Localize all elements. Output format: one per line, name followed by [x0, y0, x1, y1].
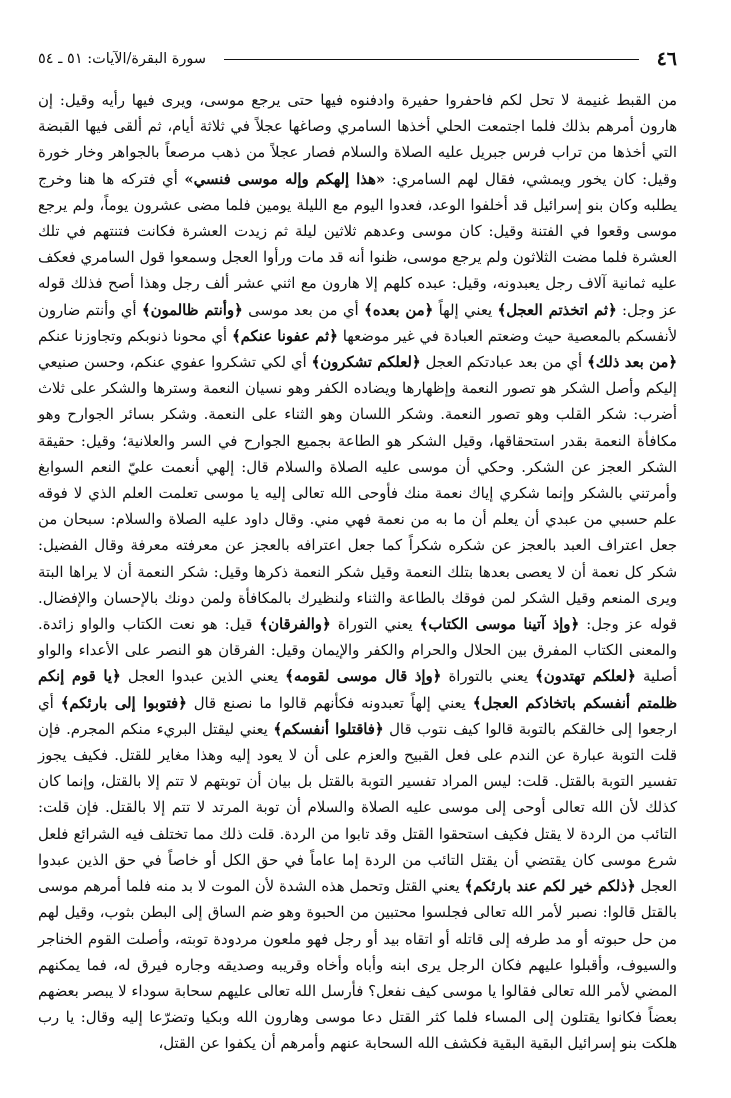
text-segment: من القبط غنيمة لا تحل لكم فاحفروا حفيرة وادفنوه فيها حتى يرجع موسى، ويرى فيها رأيه وقيل: إن هارون أمرهم بذلك فلما اجتمعت الحلي أخذها السامري وصاغها عجلاً في ثلاثة أيام، ثم ألقى فيها القبضة التي أخذها من تراب فرس جبريل عليه الصلاة والسلام فصار عجلاً من ذهب مرصعاً بالجواهر وخار خورة وقيل: كان يخور ويمشي، فقال لهم السامري: [38, 92, 677, 188]
quran-quote: «هذا إلهكم وإله موسى فنسي» [184, 170, 386, 188]
text-segment: أي لكي تشكروا عفوي عنكم، وحسن صنيعي إليكم وأصل الشكر هو تصور النعمة وإظهارها ويضاده الكفر وهو نسيان النعمة وسترها والشكر على ثلاث أضرب: شكر القلب وهو تصور النعمة. وشكر اللسان وهو الثناء على النعمة. وشكر بسائر الجوارح وهو مكافأة النعمة بقدر استحقاقها، وقيل الشكر هو الطاعة بجميع الجوارح في السر والعلانية؛ وقيل: حقيقة الشكر العجز عن الشكر. وحكي أن موسى عليه الصلاة والسلام قال: إلهي أنعمت عليّ النعم السوابغ وأمرتني بالشكر وإنما شكري إياك نعمة منك فأوحى الله تعالى إليه يا موسى تعلمت العلم الذي لا فوقه علم حسبي من عبدي أن يعلم أن ما به من نعمة فهي مني. وقال داود عليه الصلاة والسلام: سبحان من جعل اعتراف العبد بالعجز عن شكره شكراً كما جعل اعترافه بالعجز عن معرفته معرفة وقال الفضيل: شكر كل نعمة أن لا يعصى بعدها بتلك النعمة وقيل شكر النعمة ذكرها وقيل: شكر النعمة أن لا يراها البتة ويرى المنعم وقيل الشكر لمن فوقك بالطاعة والثناء ولنظيرك بالمكافأة ولمن دونك بالإحسان والإفضال. قوله عز وجل: [38, 354, 678, 634]
quran-quote: ﴿من بعد ذلك﴾ [587, 354, 677, 372]
text-segment: أي فتركه ها هنا وخرج يطلبه وكان بنو إسرائيل قد أخلفوا الوعد، فعدوا اليوم مع الليلة يومين فلما مضى عشرون يوماً، ولم يرجع موسى وقعوا في الفتنة وقيل: كان موسى وعدهم ثلاثين ليلة ثم زيدت العشرة فكانت فتنتهم في تلك العشرة فلما مضت الثلاثون ولم يرجع موسى، ظنوا أنه قد مات ورأوا العجل وسمعوا قول السامري فعكف عليه ثمانية آلاف رجل يعبدونه، وقيل: عبده كلهم إلا هارون مع اثني عشر ألف رجل وهذا أصح فذلك قوله عز وجل: [38, 170, 677, 319]
text-segment: أي محونا ذنوبكم وتجاوزنا عنكم [38, 327, 232, 345]
text-segment: يعني بالتوراة [441, 668, 536, 686]
quran-quote: ﴿وإذ قال موسى لقومه﴾ [285, 668, 442, 686]
quran-quote: ﴿لعلكم تهتدون﴾ [535, 668, 636, 686]
text-segment: أي من بعد موسى [242, 301, 365, 319]
page-number: ٤٦ [656, 48, 677, 70]
text-segment: أي وأنتم ضارون لأنفسكم بالمعصية حيث وضعتم العبادة في غير موضعها [38, 301, 678, 345]
text-segment: يعني الذين عبدوا العجل [120, 668, 286, 686]
text-segment: يعني إلهاً [433, 301, 498, 319]
text-segment: يعني التوراة [330, 616, 420, 634]
quran-quote: ﴿من بعده﴾ [364, 301, 434, 319]
page-header [38, 46, 677, 72]
text-segment: قيل: هو نعت الكتاب والواو زائدة. والمعنى الكتاب المفرق بين الحلال والحرام والكفر والإيمان وقيل: الفرقان هو النصر على الأعداء والواو أصلية [38, 616, 677, 686]
quran-quote: ﴿لعلكم تشكرون﴾ [311, 354, 421, 372]
quran-quote: ﴿فاقتلوا أنفسكم﴾ [273, 720, 384, 738]
commentary-body [38, 88, 677, 1058]
text-segment: يعني إلهاً تعبدونه فكأنهم قالوا ما نصنع قال [186, 694, 473, 712]
running-title: سورة البقرة/الآيات: ٥١ ـ ٥٤ [38, 51, 207, 67]
header-divider [224, 59, 639, 60]
quran-quote: ﴿فتوبوا إلى بارئكم﴾ [60, 694, 187, 712]
text-segment: أي من بعد عبادتكم العجل [420, 354, 588, 372]
quran-quote: ﴿يا قوم إنكم ظلمتم أنفسكم باتخاذكم العجل﴾ [38, 668, 678, 712]
quran-quote: ﴿ذلكم خير لكم عند بارئكم﴾ [464, 878, 636, 896]
quran-quote: ﴿وإذ آتينا موسى الكتاب﴾ [419, 616, 580, 634]
text-segment: يعني ليقتل البريء منكم المجرم. فإن قلت التوبة عبارة عن الندم على فعل القبيح والعزم على أن لا يعود إليه وهذا مغاير للقتل. فكيف يجوز تفسير التوبة بالقتل. قلت: ليس المراد تفسير التوبة بالقتل بل بيان أن توبتهم لا تتم إلا بالقتل، وإنما كان كذلك لأن الله تعالى أوحى إلى موسى عليه الصلاة والسلام أن توبة المرتد لا تتم إلا بالقتل. فإن قلت: التائب من الردة لا يقتل فكيف استحقوا القتل وقد تابوا من الردة. قلت ذلك مما تختلف فيه الشرائع فلعل شرع موسى كان يقتضي أن يقتل التائب من الردة إما عاماً في حق الكل أو خاصاً في حق الذين عبدوا العجل [38, 720, 677, 896]
paragraph [38, 88, 677, 1058]
quran-quote: ﴿ثم اتخذتم العجل﴾ [497, 301, 617, 319]
quran-quote: ﴿والفرقان﴾ [259, 616, 331, 634]
quran-quote: ﴿وأنتم ظالمون﴾ [141, 301, 243, 319]
quran-quote: ﴿ثم عفونا عنكم﴾ [231, 327, 338, 345]
text-segment: أي ارجعوا إلى خالقكم بالتوبة قالوا كيف نتوب قال [38, 694, 678, 738]
text-segment: يعني القتل وتحمل هذه الشدة لأن الموت لا بد منه فلما أمرهم موسى بالقتل قالوا: نصبر لأمر الله تعالى فجلسوا محتبين من الحبوة وهو ضم الساق إلى البطن بثوب، وقيل لهم من حل حبوته أو مد طرفه إلى قاتله أو اتقاه بيد أو رجل فهو ملعون مردودة توبته، وأصلت القوم الخناجر والسيوف، وأقبلوا عليهم فكان الرجل يرى ابنه وأباه وأخاه وقريبه وصديقه وجاره فيرق له، فما يمكنهم المضي لأمر الله تعالى فقالوا يا موسى كيف نفعل؟ فأرسل الله تعالى عليهم سحابة سوداء لا يبصر بعضهم بعضاً فكانوا يقتلون إلى المساء فلما كثر القتل دعا موسى وهارون الله وبكيا وتضرّعا إليه وقال: يا رب هلكت بنو إسرائيل البقية البقية فكشف الله السحابة عنهم وأمرهم أن يكفوا عن القتل، [38, 878, 677, 1053]
